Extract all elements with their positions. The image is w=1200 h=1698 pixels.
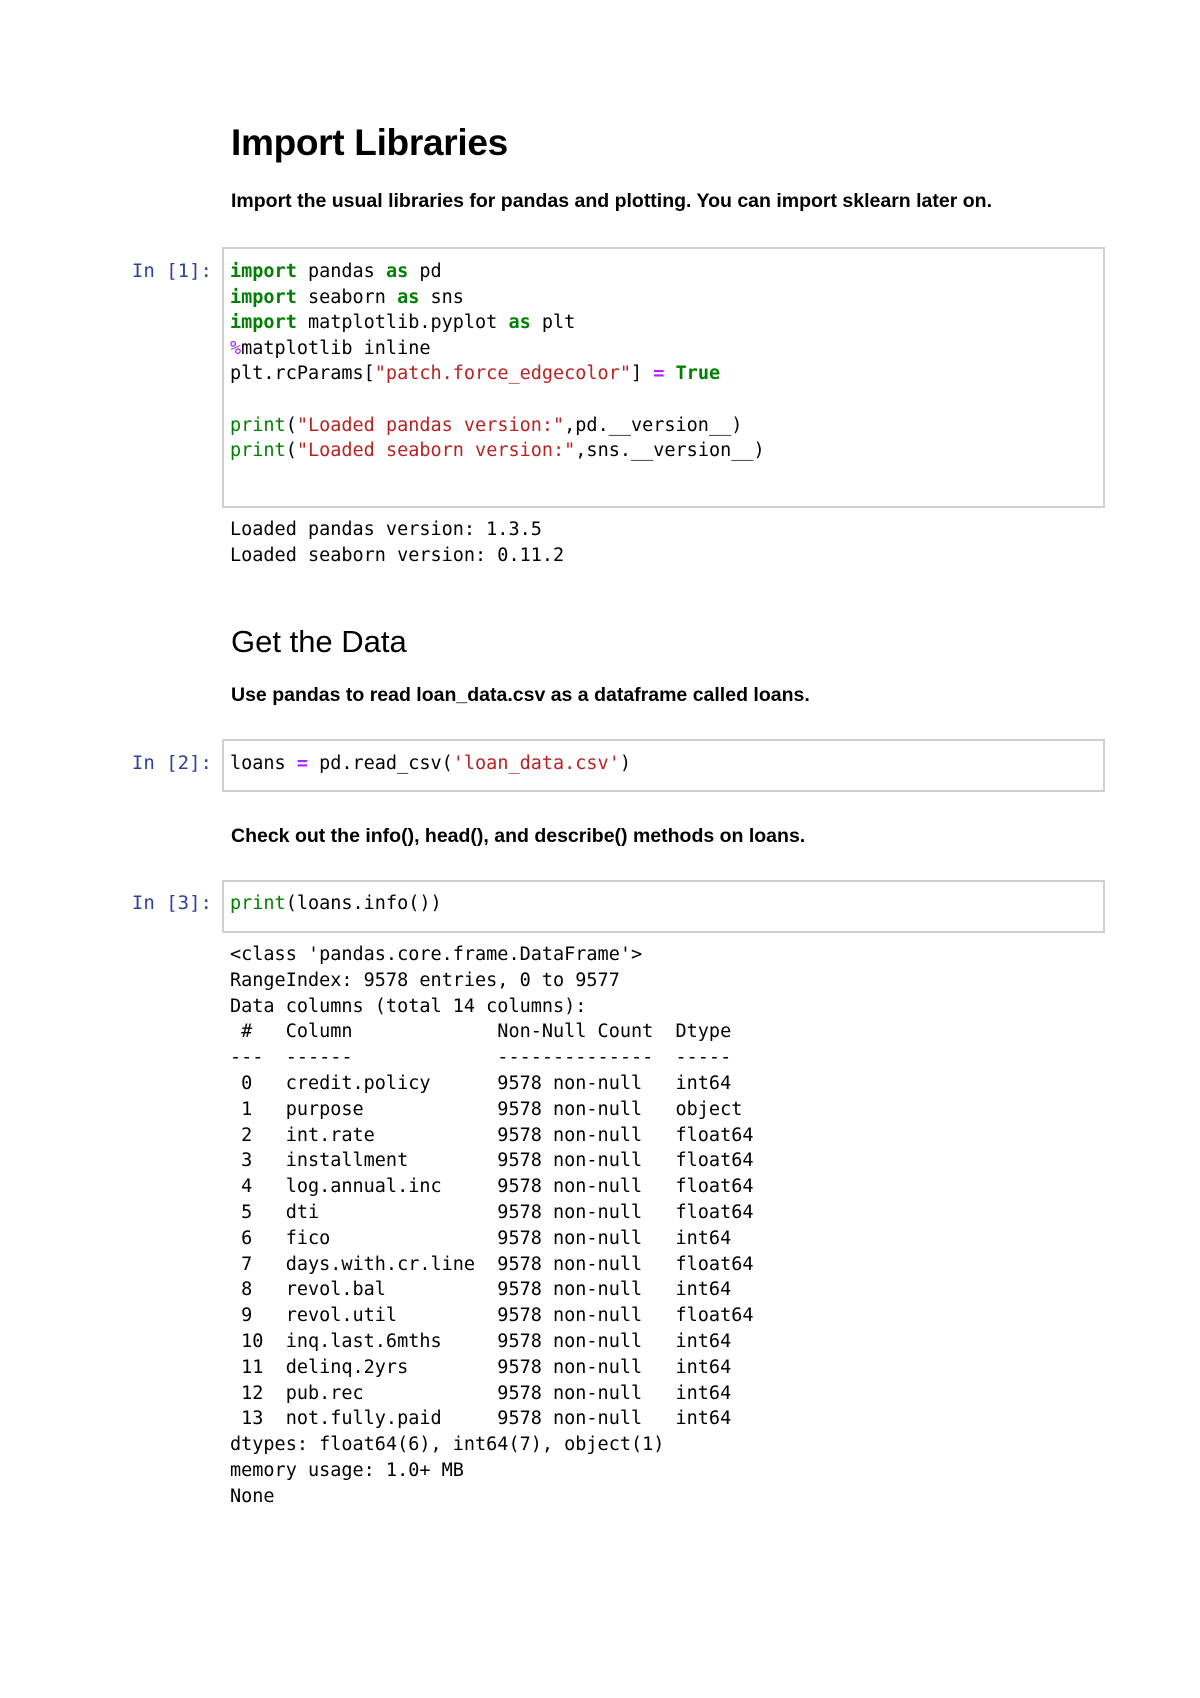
output-line: memory usage: 1.0+ MB [230,1459,464,1481]
output-line: 8 revol.bal 9578 non-null int64 [230,1279,754,1301]
output-line: None [230,1485,275,1507]
output-line: 12 pub.rec 9578 non-null int64 [230,1382,754,1404]
output-line: 5 dti 9578 non-null float64 [230,1201,754,1223]
code-cell-1-source[interactable] [230,259,765,464]
output-line: 10 inq.last.6mths 9578 non-null int64 [230,1330,754,1352]
output-line: Loaded pandas version: 1.3.5 [230,519,542,540]
code-line: print(loans.info()) [230,893,442,914]
output-line: # Column Non-Null Count Dtype [230,1021,754,1043]
cell-2-prompt: In [2]: [131,752,212,774]
output-line: RangeIndex: 9578 entries, 0 to 9577 [230,969,620,991]
code-line: import pandas as pd [230,261,442,282]
output-line: 13 not.fully.paid 9578 non-null int64 [230,1408,754,1430]
output-line: 7 days.with.cr.line 9578 non-null float64 [230,1253,754,1275]
code-line: loans = pd.read_csv('loan_data.csv') [230,753,631,774]
code-line: %matplotlib inline [230,337,431,359]
code-cell-3-source[interactable] [230,891,442,917]
output-line: 9 revol.util 9578 non-null float64 [230,1305,754,1327]
data-description: Use pandas to read loan_data.csv as a dataframe called loans. [231,684,810,706]
output-line: <class 'pandas.core.frame.DataFrame'> [230,944,643,965]
code-line: import matplotlib.pyplot as plt [230,312,576,334]
output-line: 3 installment 9578 non-null float64 [230,1150,754,1172]
code-line: import seaborn as sns [230,286,464,308]
output-line: 6 fico 9578 non-null int64 [230,1227,754,1249]
cell-3-output [230,942,753,1510]
code-line: print("Loaded seaborn version:",sns.__version__) [230,440,765,462]
output-line: Data columns (total 14 columns): [230,995,587,1017]
import-description: Import the usual libraries for pandas and plotting. You can import sklearn later on. [231,190,992,212]
output-line: 1 purpose 9578 non-null object [230,1098,754,1120]
output-line: 0 credit.policy 9578 non-null int64 [230,1072,754,1094]
output-line: dtypes: float64(6), int64(7), object(1) [230,1434,665,1456]
output-line: Loaded seaborn version: 0.11.2 [230,544,565,566]
code-cell-2-source[interactable] [230,751,631,777]
cell-1-output [230,517,564,569]
cell-1-prompt: In [1]: [131,260,212,282]
section-title-import-libraries: Import Libraries [231,122,508,163]
code-line: plt.rcParams["patch.force_edgecolor"] = True [230,363,721,385]
output-line: 11 delinq.2yrs 9578 non-null int64 [230,1356,754,1378]
output-line: --- ------ -------------- ----- [230,1047,754,1069]
output-line: 4 log.annual.inc 9578 non-null float64 [230,1176,754,1198]
section-title-get-the-data: Get the Data [231,624,407,659]
code-line [230,389,241,410]
output-line: 2 int.rate 9578 non-null float64 [230,1124,754,1146]
code-line: print("Loaded pandas version:",pd.__version__) [230,414,743,436]
cell-3-prompt: In [3]: [131,892,212,914]
check-description: Check out the info(), head(), and describe() methods on loans. [231,825,806,847]
